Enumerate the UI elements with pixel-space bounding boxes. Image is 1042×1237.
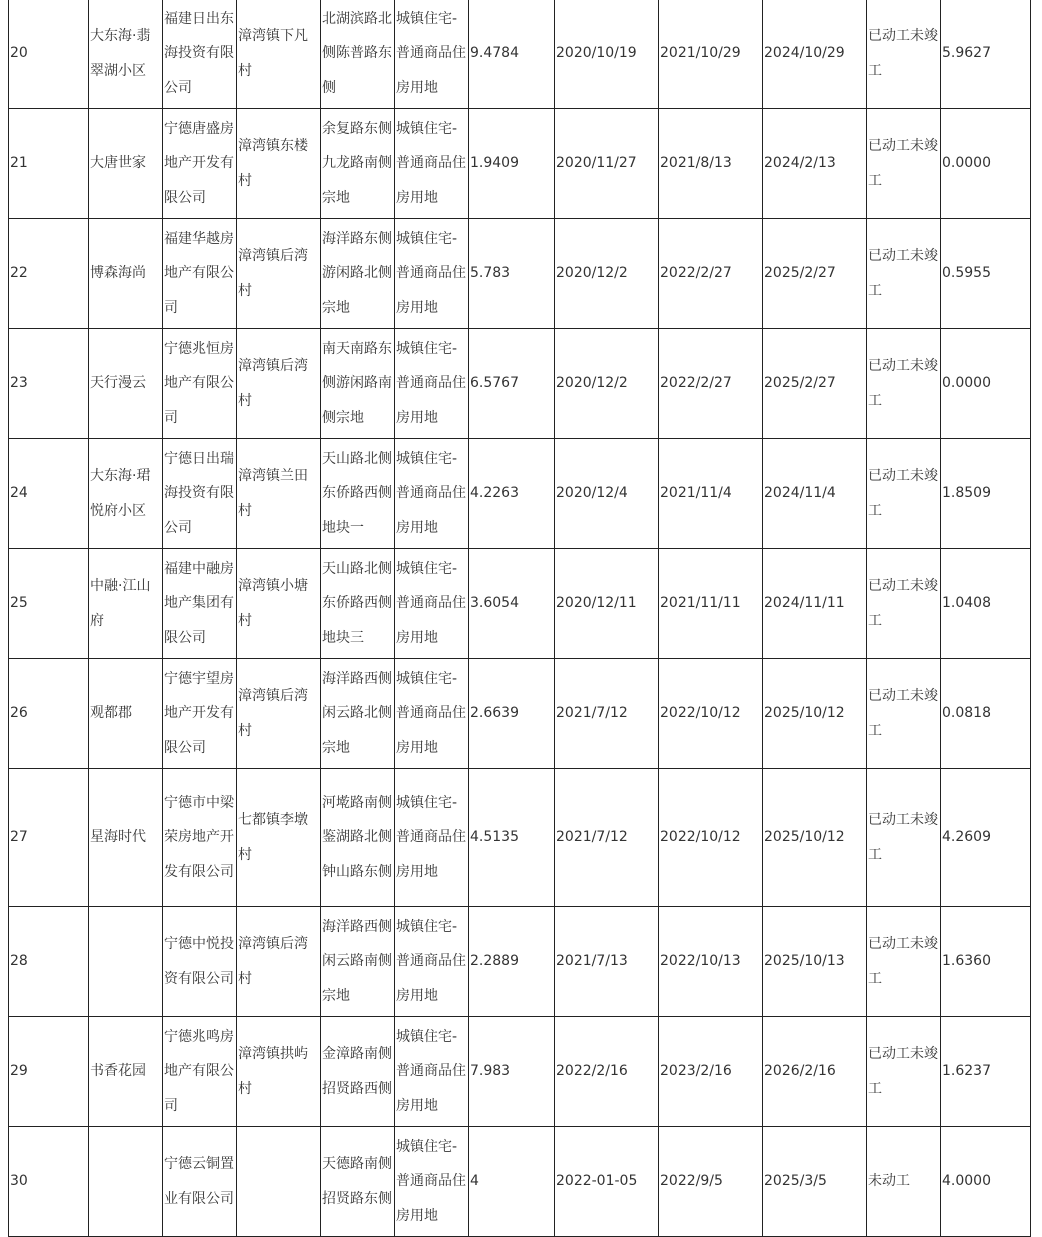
land-use-cell: 城镇住宅-普通商品住房用地 [395,549,469,659]
row-number-cell: 29 [9,1017,89,1127]
table-row [9,549,1031,659]
land-table [8,0,1031,1237]
start-deadline-cell: 2021/10/29 [659,0,763,109]
start-deadline-cell: 2022/10/13 [659,907,763,1017]
land-location-cell: 北湖滨路北侧陈普路东侧 [321,0,395,109]
project-name-cell: 大东海·珺悦府小区 [89,439,163,549]
company-name-cell: 宁德兆恒房地产有限公司 [163,329,237,439]
completion-deadline-cell: 2024/11/4 [763,439,867,549]
start-deadline-cell: 2021/11/11 [659,549,763,659]
village-cell: 漳湾镇后湾村 [237,907,321,1017]
completion-deadline-cell: 2025/3/5 [763,1127,867,1237]
village-cell: 漳湾镇后湾村 [237,329,321,439]
land-use-cell: 城镇住宅-普通商品住房用地 [395,769,469,907]
company-name-cell: 宁德云铜置业有限公司 [163,1127,237,1237]
company-name-cell: 宁德唐盛房地产开发有限公司 [163,109,237,219]
land-use-cell: 城镇住宅-普通商品住房用地 [395,659,469,769]
company-name-cell: 福建日出东海投资有限公司 [163,0,237,109]
land-location-cell: 金漳路南侧招贤路西侧 [321,1017,395,1127]
row-number-cell: 21 [9,109,89,219]
row-number-cell: 24 [9,439,89,549]
amount-value-cell: 1.0408 [941,549,1031,659]
row-number-cell: 27 [9,769,89,907]
construction-status-cell: 已动工未竣工 [867,109,941,219]
land-area-cell: 1.9409 [469,109,555,219]
land-area-cell: 2.2889 [469,907,555,1017]
table-row [9,659,1031,769]
land-area-cell: 7.983 [469,1017,555,1127]
village-cell: 漳湾镇后湾村 [237,219,321,329]
project-name-cell [89,1127,163,1237]
project-name-cell: 书香花园 [89,1017,163,1127]
land-use-cell: 城镇住宅-普通商品住房用地 [395,439,469,549]
project-name-cell: 中融·江山府 [89,549,163,659]
land-location-cell: 天山路北侧东侨路西侧地块一 [321,439,395,549]
construction-status-cell: 未动工 [867,1127,941,1237]
project-name-cell: 大东海·翡翠湖小区 [89,0,163,109]
company-name-cell: 宁德市中梁荣房地产开发有限公司 [163,769,237,907]
table-row [9,907,1031,1017]
table-row [9,769,1031,907]
project-name-cell: 博森海尚 [89,219,163,329]
start-deadline-cell: 2022/9/5 [659,1127,763,1237]
land-use-cell: 城镇住宅-普通商品住房用地 [395,0,469,109]
amount-value-cell: 0.0000 [941,109,1031,219]
village-cell: 漳湾镇东楼村 [237,109,321,219]
completion-deadline-cell: 2025/2/27 [763,219,867,329]
transfer-date-cell: 2020/10/19 [555,0,659,109]
land-area-cell: 3.6054 [469,549,555,659]
transfer-date-cell: 2021/7/13 [555,907,659,1017]
village-cell [237,1127,321,1237]
amount-value-cell: 1.8509 [941,439,1031,549]
land-location-cell: 余复路东侧九龙路南侧宗地 [321,109,395,219]
land-use-cell: 城镇住宅-普通商品住房用地 [395,109,469,219]
amount-value-cell: 4.2609 [941,769,1031,907]
land-location-cell: 海洋路西侧闲云路南侧宗地 [321,907,395,1017]
land-location-cell: 天德路南侧招贤路东侧 [321,1127,395,1237]
project-name-cell: 观都郡 [89,659,163,769]
row-number-cell: 28 [9,907,89,1017]
start-deadline-cell: 2022/2/27 [659,219,763,329]
completion-deadline-cell: 2024/2/13 [763,109,867,219]
transfer-date-cell: 2020/11/27 [555,109,659,219]
construction-status-cell: 已动工未竣工 [867,769,941,907]
amount-value-cell: 0.5955 [941,219,1031,329]
completion-deadline-cell: 2026/2/16 [763,1017,867,1127]
construction-status-cell: 已动工未竣工 [867,549,941,659]
start-deadline-cell: 2022/2/27 [659,329,763,439]
completion-deadline-cell: 2025/10/13 [763,907,867,1017]
company-name-cell: 宁德中悦投资有限公司 [163,907,237,1017]
village-cell: 漳湾镇兰田村 [237,439,321,549]
land-location-cell: 南天南路东侧游闲路南侧宗地 [321,329,395,439]
land-area-cell: 6.5767 [469,329,555,439]
company-name-cell: 宁德宇望房地产开发有限公司 [163,659,237,769]
amount-value-cell: 4.0000 [941,1127,1031,1237]
company-name-cell: 福建中融房地产集团有限公司 [163,549,237,659]
construction-status-cell: 已动工未竣工 [867,0,941,109]
row-number-cell: 20 [9,0,89,109]
construction-status-cell: 已动工未竣工 [867,1017,941,1127]
company-name-cell: 宁德日出瑞海投资有限公司 [163,439,237,549]
village-cell: 漳湾镇拱屿村 [237,1017,321,1127]
project-name-cell: 星海时代 [89,769,163,907]
land-area-cell: 5.783 [469,219,555,329]
land-location-cell: 海洋路东侧游闲路北侧宗地 [321,219,395,329]
land-area-cell: 4.2263 [469,439,555,549]
table-row [9,109,1031,219]
land-use-cell: 城镇住宅-普通商品住房用地 [395,219,469,329]
land-use-cell: 城镇住宅-普通商品住房用地 [395,329,469,439]
start-deadline-cell: 2022/10/12 [659,659,763,769]
land-area-cell: 2.6639 [469,659,555,769]
completion-deadline-cell: 2024/10/29 [763,0,867,109]
project-name-cell: 大唐世家 [89,109,163,219]
construction-status-cell: 已动工未竣工 [867,907,941,1017]
land-use-cell: 城镇住宅-普通商品住房用地 [395,1017,469,1127]
row-number-cell: 22 [9,219,89,329]
amount-value-cell: 0.0818 [941,659,1031,769]
transfer-date-cell: 2021/7/12 [555,769,659,907]
amount-value-cell: 1.6360 [941,907,1031,1017]
completion-deadline-cell: 2024/11/11 [763,549,867,659]
village-cell: 漳湾镇后湾村 [237,659,321,769]
transfer-date-cell: 2022/2/16 [555,1017,659,1127]
transfer-date-cell: 2020/12/11 [555,549,659,659]
land-area-cell: 9.4784 [469,0,555,109]
amount-value-cell: 0.0000 [941,329,1031,439]
start-deadline-cell: 2021/11/4 [659,439,763,549]
company-name-cell: 福建华越房地产有限公司 [163,219,237,329]
land-area-cell: 4 [469,1127,555,1237]
project-name-cell: 天行漫云 [89,329,163,439]
land-area-cell: 4.5135 [469,769,555,907]
completion-deadline-cell: 2025/10/12 [763,769,867,907]
transfer-date-cell: 2022-01-05 [555,1127,659,1237]
row-number-cell: 30 [9,1127,89,1237]
row-number-cell: 25 [9,549,89,659]
construction-status-cell: 已动工未竣工 [867,659,941,769]
row-number-cell: 26 [9,659,89,769]
table-row [9,329,1031,439]
table-row [9,219,1031,329]
village-cell: 七都镇李墩村 [237,769,321,907]
land-location-cell: 河墘路南侧鉴湖路北侧钟山路东侧 [321,769,395,907]
start-deadline-cell: 2023/2/16 [659,1017,763,1127]
amount-value-cell: 1.6237 [941,1017,1031,1127]
construction-status-cell: 已动工未竣工 [867,219,941,329]
start-deadline-cell: 2021/8/13 [659,109,763,219]
table-row [9,439,1031,549]
table-row [9,1127,1031,1237]
project-name-cell [89,907,163,1017]
transfer-date-cell: 2020/12/2 [555,329,659,439]
land-use-cell: 城镇住宅-普通商品住房用地 [395,1127,469,1237]
start-deadline-cell: 2022/10/12 [659,769,763,907]
table-row [9,0,1031,109]
transfer-date-cell: 2020/12/2 [555,219,659,329]
table-row [9,1017,1031,1127]
village-cell: 漳湾镇下凡村 [237,0,321,109]
transfer-date-cell: 2020/12/4 [555,439,659,549]
completion-deadline-cell: 2025/10/12 [763,659,867,769]
amount-value-cell: 5.9627 [941,0,1031,109]
company-name-cell: 宁德兆鸣房地产有限公司 [163,1017,237,1127]
transfer-date-cell: 2021/7/12 [555,659,659,769]
row-number-cell: 23 [9,329,89,439]
village-cell: 漳湾镇小塘村 [237,549,321,659]
land-use-cell: 城镇住宅-普通商品住房用地 [395,907,469,1017]
completion-deadline-cell: 2025/2/27 [763,329,867,439]
construction-status-cell: 已动工未竣工 [867,329,941,439]
table-body [9,0,1031,1237]
land-location-cell: 海洋路西侧闲云路北侧宗地 [321,659,395,769]
construction-status-cell: 已动工未竣工 [867,439,941,549]
land-location-cell: 天山路北侧东侨路西侧地块三 [321,549,395,659]
